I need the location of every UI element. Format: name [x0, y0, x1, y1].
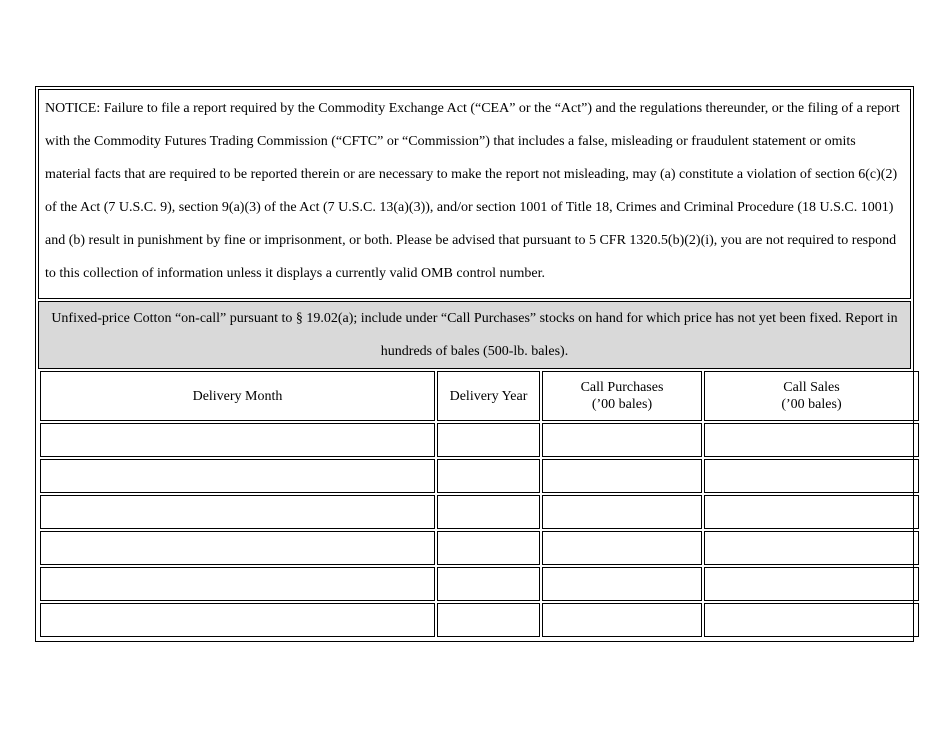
- notice-text: NOTICE: Failure to file a report required by the Commodity Exchange Act (“CEA” or the “Act”) and the regulations thereunder, or the filing of a report with the Commodity Futures Trading Commission (“CFTC” or “Commission”) that includes a false, misleading or fraudulent statement or omits material facts that are required to be reported therein or are necessary to make the report not misleading, may (a) constitute a violation of section 6(c)(2) of the Act (7 U.S.C. 9), section 9(a)(3) of the Act (7 U.S.C. 13(a)(3)), and/or section 1001 of Title 18, Crimes and Criminal Procedure (18 U.S.C. 1001) and (b) result in punishment by fine or imprisonment, or both. Please be advised that pursuant to 5 CFR 1320.5(b)(2)(i), you are not required to respond to this collection of information unless it displays a currently valid OMB control number.: [38, 89, 911, 299]
- delivery-year-cell[interactable]: [437, 423, 540, 457]
- call-purchases-cell[interactable]: [542, 531, 702, 565]
- call-purchases-cell[interactable]: [542, 567, 702, 601]
- delivery-month-cell[interactable]: [40, 459, 435, 493]
- delivery-year-cell[interactable]: [437, 603, 540, 637]
- delivery-year-cell[interactable]: [437, 459, 540, 493]
- call-sales-cell[interactable]: [704, 459, 919, 493]
- call-purchases-cell[interactable]: [542, 459, 702, 493]
- table-row: [40, 531, 919, 565]
- header-delivery-month-label: Delivery Month: [192, 388, 283, 404]
- delivery-month-cell[interactable]: [40, 567, 435, 601]
- form-frame: [35, 86, 914, 642]
- header-delivery-year: [437, 371, 540, 421]
- delivery-year-cell[interactable]: [437, 495, 540, 529]
- table-header-row: [40, 371, 919, 421]
- header-call-purchases: [542, 371, 702, 421]
- delivery-month-cell[interactable]: [40, 423, 435, 457]
- header-delivery-year-label: Delivery Year: [449, 388, 528, 404]
- delivery-month-cell[interactable]: [40, 603, 435, 637]
- header-call-sales-unit: (’00 bales): [781, 397, 842, 412]
- call-sales-cell[interactable]: [704, 423, 919, 457]
- call-sales-cell[interactable]: [704, 495, 919, 529]
- on-call-cotton-table: [38, 369, 921, 639]
- table-row: [40, 459, 919, 493]
- call-sales-cell[interactable]: [704, 531, 919, 565]
- call-purchases-cell[interactable]: [542, 495, 702, 529]
- table-row: [40, 423, 919, 457]
- header-call-purchases-unit: (’00 bales): [591, 397, 653, 412]
- call-sales-cell[interactable]: [704, 567, 919, 601]
- table-row: [40, 495, 919, 529]
- delivery-year-cell[interactable]: [437, 531, 540, 565]
- table-row: [40, 603, 919, 637]
- header-delivery-month: [40, 371, 435, 421]
- header-call-sales-label: Call Sales: [783, 380, 840, 395]
- call-purchases-cell[interactable]: [542, 603, 702, 637]
- table-row: [40, 567, 919, 601]
- call-sales-cell[interactable]: [704, 603, 919, 637]
- delivery-month-cell[interactable]: [40, 531, 435, 565]
- header-call-purchases-label: Call Purchases: [580, 380, 664, 395]
- delivery-year-cell[interactable]: [437, 567, 540, 601]
- header-call-sales: [704, 371, 919, 421]
- instruction-banner: Unfixed-price Cotton “on-call” pursuant to § 19.02(a); include under “Call Purchases” stocks on hand for which price has not yet been fixed. Report in hundreds of bales (500-lb. bales).: [38, 301, 911, 369]
- delivery-month-cell[interactable]: [40, 495, 435, 529]
- call-purchases-cell[interactable]: [542, 423, 702, 457]
